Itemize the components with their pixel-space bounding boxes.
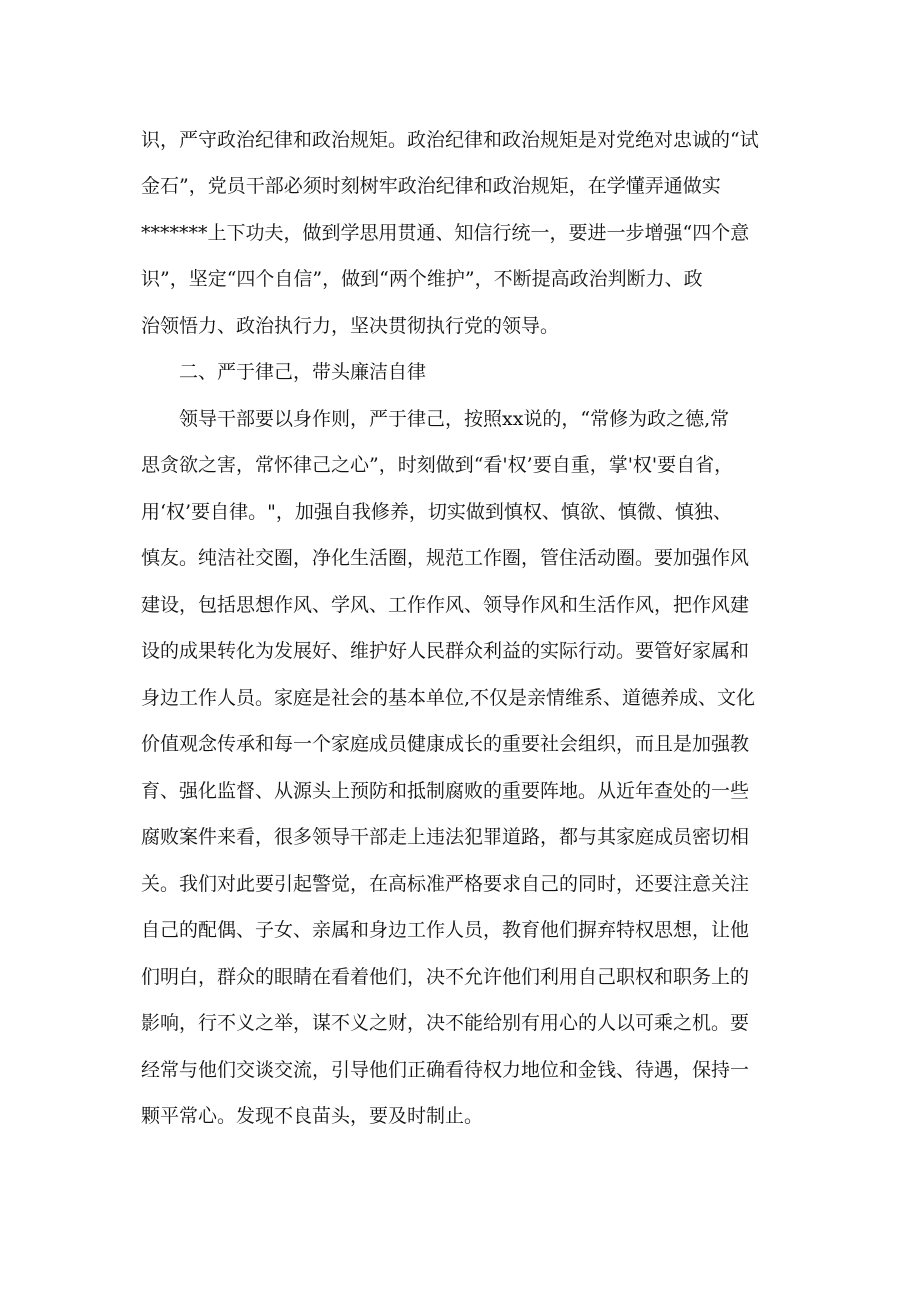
paragraph-line: 设的成果转化为发展好、维护好人民群众利益的实际行动。要管好家属和 (141, 640, 750, 662)
paragraph-line: 们明白，群众的眼睛在看着他们，决不允许他们利用自己职权和职务上的 (141, 966, 750, 988)
paragraph-line: 关。我们对此要引起警觉，在高标准严格要求自己的同时，还要注意关注 (141, 873, 750, 895)
section-heading: 二、严于律己，带头廉洁自律 (179, 361, 427, 383)
paragraph-line: 用‘权’要自律。"，加强自我修养，切实做到慎权、慎欲、慎微、慎独、 (141, 501, 732, 523)
paragraph-line: 自己的配偶、子女、亲属和身边工作人员，教育他们摒弃特权思想，让他 (141, 919, 750, 941)
paragraph-line: 治领悟力、政治执行力，坚决贯彻执行党的领导。 (141, 315, 560, 337)
paragraph-line: *******上下功夫，做到学思用贯通、知信行统一，要进一步增强“四个意 (141, 222, 750, 244)
paragraph-line: 影响，行不义之举，谋不义之财，决不能给别有用心的人以可乘之机。要 (141, 1012, 750, 1034)
paragraph-line: 育、强化监督、从源头上预防和抵制腐败的重要阵地。从近年查处的一些 (141, 780, 750, 802)
paragraph-line: 慎友。纯洁社交圈，净化生活圈，规范工作圈，管住活动圈。要加强作风 (141, 547, 750, 569)
paragraph-line: 身边工作人员。家庭是社会的基本单位,不仅是亲情维系、道德养成、文化 (141, 687, 756, 709)
paragraph-line: 颗平常心。发现不良苗头，要及时制止。 (141, 1105, 484, 1127)
paragraph-line: 识，严守政治纪律和政治规矩。政治纪律和政治规矩是对党绝对忠诚的“试 (141, 129, 759, 151)
paragraph-line: 领导干部要以身作则，严于律己，按照xx说的，“常修为政之德,常 (179, 408, 730, 430)
paragraph-line: 思贪欲之害，常怀律己之心”，时刻做到“看'权’要自重，掌'权'要自省， (141, 454, 734, 476)
paragraph-line: 价值观念传承和每一个家庭成员健康成长的重要社会组织，而且是加强教 (141, 733, 750, 755)
paragraph-line: 建设，包括思想作风、学风、工作作风、领导作风和生活作风，把作风建 (141, 594, 750, 616)
paragraph-line: 经常与他们交谈交流，引导他们正确看待权力地位和金钱、待遇，保持一 (141, 1059, 750, 1081)
paragraph-line: 金石”，党员干部必须时刻树牢政治纪律和政治规矩，在学懂弄通做实 (141, 175, 721, 197)
paragraph-line: 识”，坚定“四个自信”，做到“两个维护”，不断提高政治判断力、政 (141, 268, 703, 290)
paragraph-line: 腐败案件来看，很多领导干部走上违法犯罪道路，都与其家庭成员密切相 (141, 826, 750, 848)
